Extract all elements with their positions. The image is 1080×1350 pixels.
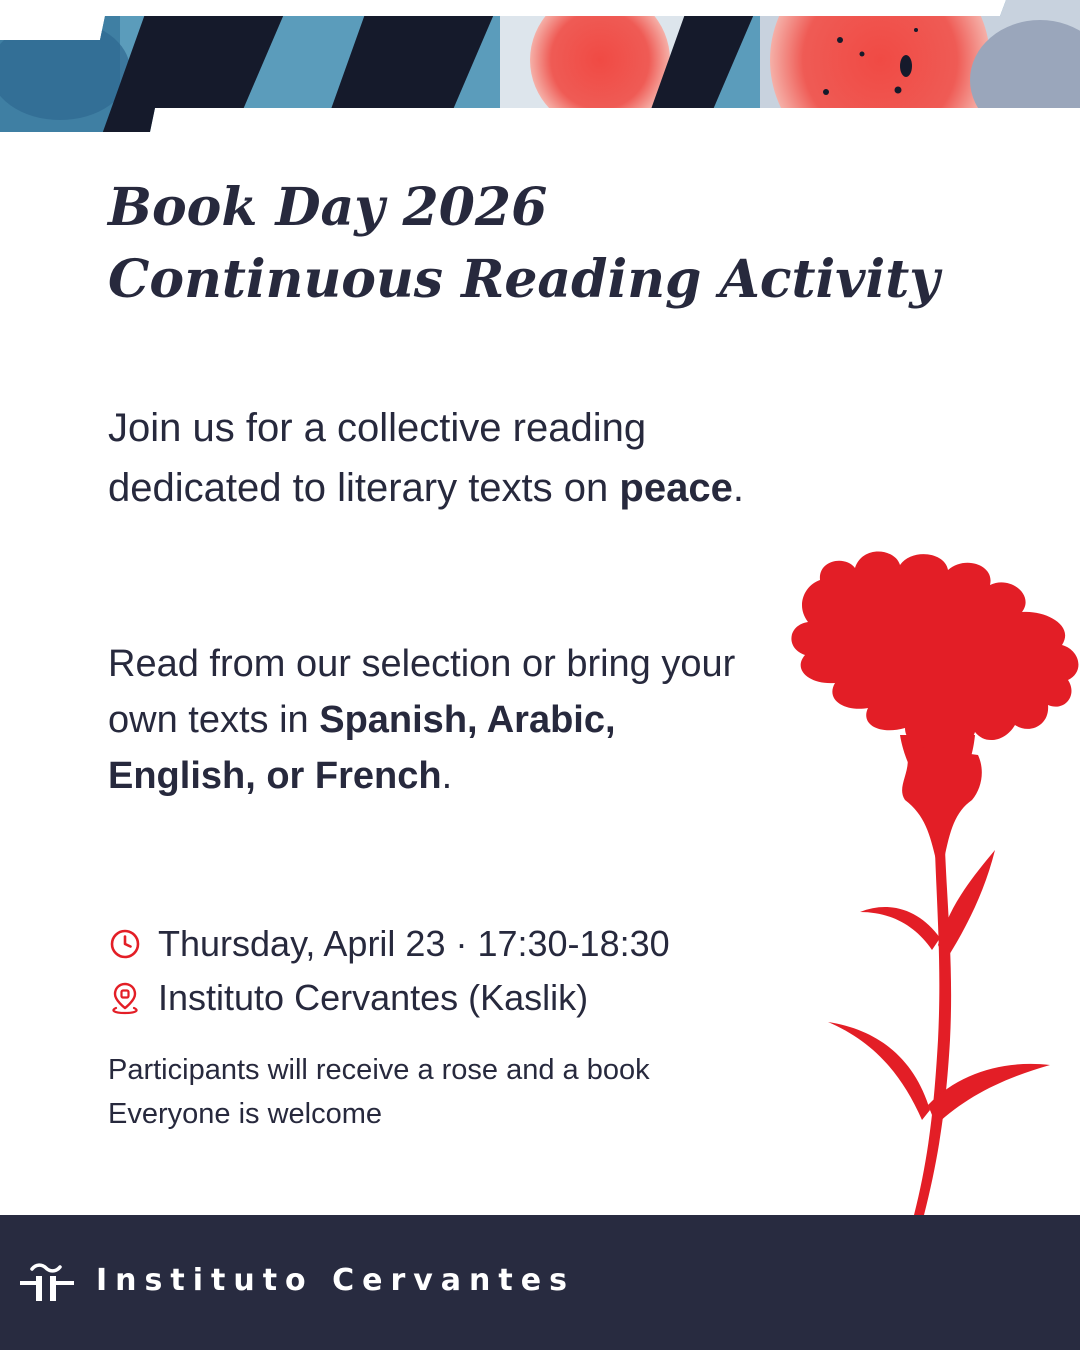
intro-bold-word: peace — [619, 466, 733, 510]
title-line-1: Book Day 2026 — [108, 177, 548, 238]
event-location: Instituto Cervantes (Kaslik) — [158, 977, 589, 1018]
event-notes — [108, 1048, 650, 1136]
footer-bar — [0, 1215, 1080, 1350]
location-pin-icon — [108, 981, 142, 1015]
title-line-2: Continuous Reading Activity — [108, 249, 940, 310]
event-time: Thursday, April 23 · 17:30-18:30 — [158, 923, 670, 964]
intro-end: . — [732, 466, 744, 510]
intro-text: Join us for a collective reading dedicated to literary texts on — [108, 406, 647, 510]
decorative-banner — [0, 0, 1080, 140]
languages-end: . — [441, 755, 453, 797]
clock-icon — [108, 927, 142, 961]
languages-text: Read from our selection or bring your own texts in — [108, 643, 736, 741]
poster-title — [108, 172, 940, 316]
instituto-cervantes-logo-icon — [20, 1261, 76, 1301]
languages-paragraph — [108, 636, 748, 804]
languages-list: Spanish, Arabic, English, or French — [108, 699, 616, 797]
intro-paragraph — [108, 398, 748, 518]
event-location-row — [108, 971, 588, 1025]
carnation-illustration — [770, 540, 1080, 1216]
note-rose-book: Participants will receive a rose and a book — [108, 1054, 650, 1086]
footer-brand-name: Instituto Cervantes — [96, 1263, 575, 1298]
event-time-row — [108, 917, 670, 971]
note-welcome: Everyone is welcome — [108, 1098, 382, 1130]
